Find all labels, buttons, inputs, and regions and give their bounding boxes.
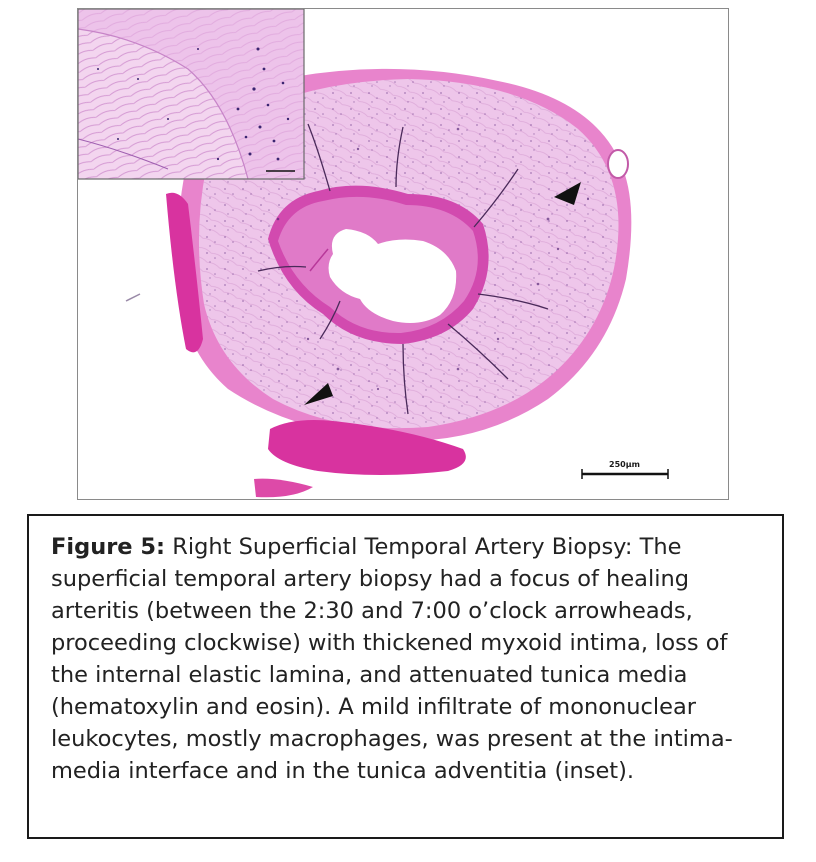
- figure-label: Figure 5:: [51, 534, 166, 560]
- figure-caption: [51, 531, 760, 787]
- inset-high-power: [78, 9, 304, 179]
- caption-body: Right Superficial Temporal Artery Biopsy: The superficial temporal artery biopsy had a focus of healing arteritis (between the 2:30 and 7:00 o’clock arrowheads, proceeding clockwise) with thickened myxoid intima, loss of the internal elastic lamina, and attenuated tunica media (hematoxylin and eosin). A mild infiltrate of mononuclear leukocytes, mostly macrophages, was present at the intima-media interface and in the tunica adventitia (inset).: [51, 534, 733, 784]
- artery-cross-section-image: [78, 9, 728, 499]
- scale-bar: [582, 469, 668, 479]
- figure-caption-box: [27, 514, 784, 839]
- histology-figure: [77, 8, 729, 500]
- scale-bar-label: 250μm: [609, 460, 640, 469]
